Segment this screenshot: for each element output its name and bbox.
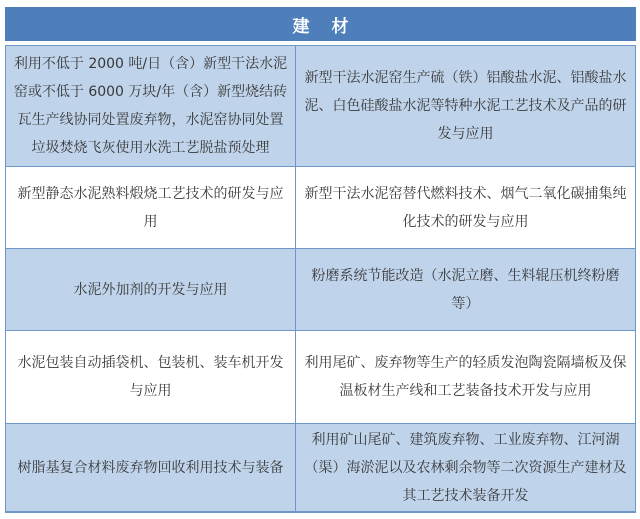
table-cell-right: 新型干法水泥窑生产硫（铁）铝酸盐水泥、铝酸盐水泥、白色硅酸盐水泥等特种水泥工艺技术及产品的研发与应用	[304, 70, 627, 142]
table-cell-right: 粉磨系统节能改造（水泥立磨、生料辊压机终粉磨等）	[311, 267, 620, 312]
table-cell-right: 新型干法水泥窑替代燃料技术、烟气二氧化碳捕集纯化技术的研发与应用	[304, 185, 627, 230]
table-cell-right: 利用矿山尾矿、建筑废弃物、工业废弃物、江河湖（渠）海淤泥以及农林剩余物等二次资源生产建材及其工艺技术装备开发	[304, 432, 627, 504]
table-row	[6, 423, 635, 511]
table-row	[6, 166, 635, 248]
building-materials-table	[5, 45, 636, 513]
table-cell-right: 利用尾矿、废弃物等生产的轻质发泡陶瓷隔墙板及保温板材生产线和工艺装备技术开发与应用	[304, 355, 627, 399]
table-title: 建 材	[292, 16, 357, 37]
table-cell-left: 树脂基复合材料废弃物回收利用技术与装备	[6, 424, 296, 512]
table-row	[6, 46, 635, 166]
table-cell-left: 新型静态水泥熟料煅烧工艺技术的研发与应用	[6, 167, 296, 248]
table-header-band	[5, 7, 636, 41]
table-cell-left: 水泥包装自动插袋机、包装机、装车机开发与应用	[6, 331, 296, 423]
table-cell-left: 水泥外加剂的开发与应用	[6, 249, 296, 330]
table-row	[6, 248, 635, 330]
table-row	[6, 330, 635, 423]
table-cell-left: 利用不低于 2000 吨/日（含）新型干法水泥窑或不低于 6000 万块/年（含）新型烧结砖瓦生产线协同处置废弃物，水泥窑协同处置垃圾焚烧飞灰使用水洗工艺脱盐预处理	[6, 46, 296, 166]
